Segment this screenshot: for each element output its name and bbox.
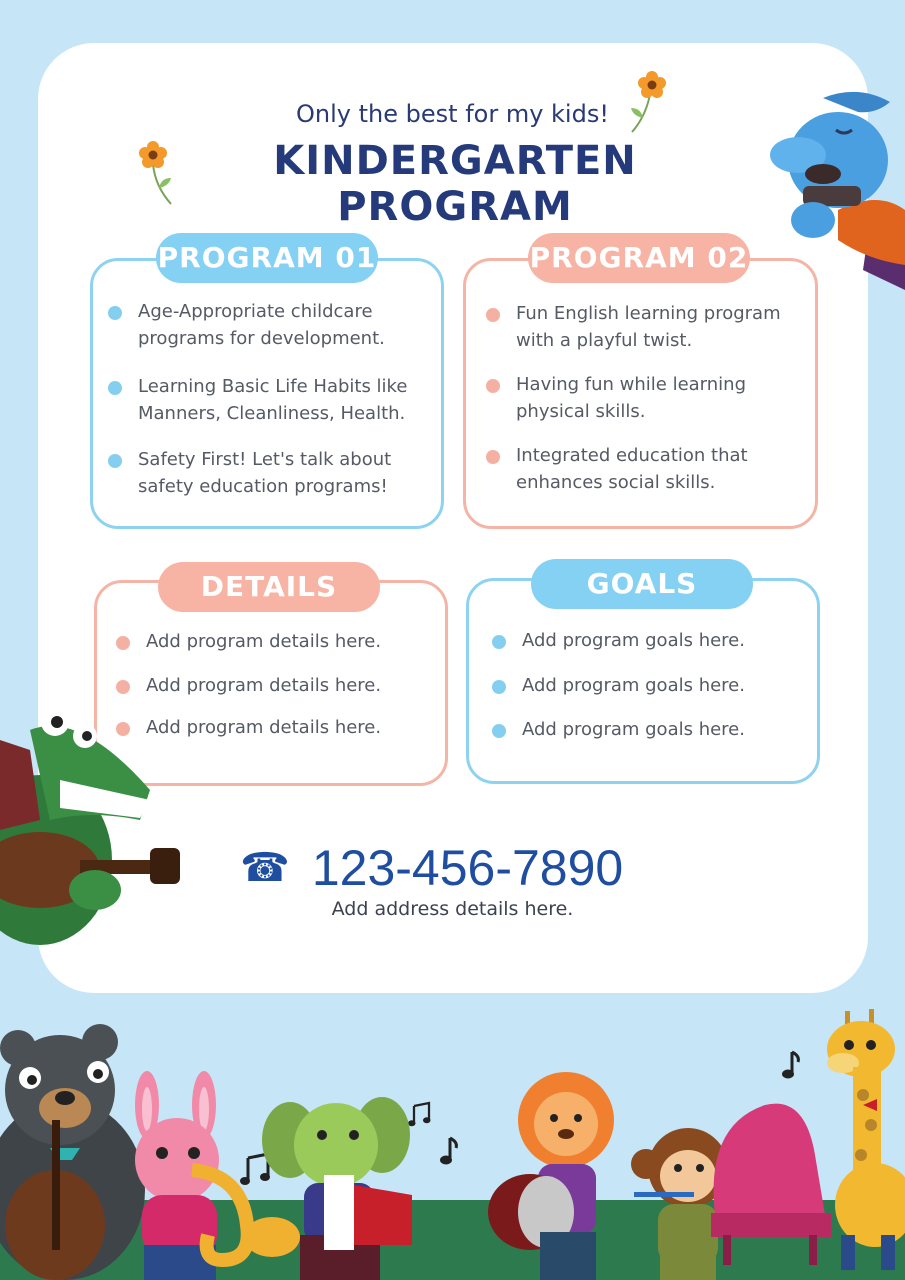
- program-02-list: [486, 300, 806, 496]
- list-item: [108, 298, 433, 352]
- bullet-dot: [486, 308, 500, 322]
- list-item: [486, 442, 806, 496]
- flower-icon: [135, 138, 175, 206]
- list-item-text: Add program details here.: [146, 675, 382, 696]
- list-item-text: Integrated education that enhances social skills.: [516, 445, 748, 493]
- lion-drum: [488, 1072, 628, 1280]
- goals-label: GOALS: [531, 559, 753, 609]
- list-item-text: Learning Basic Life Habits like Manners, Cleanliness, Health.: [138, 376, 408, 424]
- list-item-text: Add program details here.: [146, 631, 382, 652]
- list-item-text: Add program details here.: [146, 717, 382, 738]
- bullet-dot: [492, 680, 506, 694]
- bullet-dot: [108, 306, 122, 320]
- bullet-dot: [108, 381, 122, 395]
- list-item-text: Safety First! Let's talk about safety education programs!: [138, 449, 392, 497]
- program-01-label: PROGRAM 01: [156, 233, 378, 283]
- bullet-dot: [486, 450, 500, 464]
- phone-row: [240, 838, 623, 898]
- giraffe-piano: [805, 1005, 905, 1270]
- list-item: [486, 371, 806, 425]
- details-label: DETAILS: [158, 562, 380, 612]
- tagline: Only the best for my kids!: [296, 100, 609, 128]
- bullet-dot: [116, 680, 130, 694]
- list-item: [116, 628, 436, 655]
- music-note-icon: [778, 1050, 800, 1080]
- list-item-text: Fun English learning program with a playful twist.: [516, 303, 781, 351]
- address: Add address details here.: [331, 898, 574, 920]
- music-note-icon: [436, 1136, 458, 1166]
- list-item: [108, 373, 433, 427]
- bullet-dot: [492, 724, 506, 738]
- list-item-text: Age-Appropriate childcare programs for development.: [138, 301, 385, 349]
- bullet-dot: [486, 379, 500, 393]
- elephant-accordion: [262, 1095, 417, 1280]
- list-item-text: Add program goals here.: [522, 719, 745, 740]
- dog-harmonica: [768, 90, 905, 290]
- bullet-dot: [492, 635, 506, 649]
- program-01-list: [108, 298, 433, 500]
- phone-number[interactable]: 123-456-7890: [311, 840, 624, 896]
- list-item-text: Add program goals here.: [522, 675, 745, 696]
- list-item-text: Add program goals here.: [522, 630, 745, 651]
- page-title: KINDERGARTEN PROGRAM: [273, 138, 637, 230]
- list-item: [108, 446, 433, 500]
- list-item: [486, 300, 806, 354]
- list-item: [116, 672, 436, 699]
- list-item: [492, 672, 812, 699]
- goals-list: [492, 627, 812, 743]
- list-item-text: Having fun while learning physical skills.: [516, 374, 747, 422]
- list-item: [492, 716, 812, 743]
- list-item: [492, 627, 812, 654]
- telephone-icon: ☎: [240, 845, 290, 891]
- program-02-label: PROGRAM 02: [528, 233, 750, 283]
- bullet-dot: [108, 454, 122, 468]
- crocodile-guitar: [0, 700, 185, 960]
- bullet-dot: [116, 636, 130, 650]
